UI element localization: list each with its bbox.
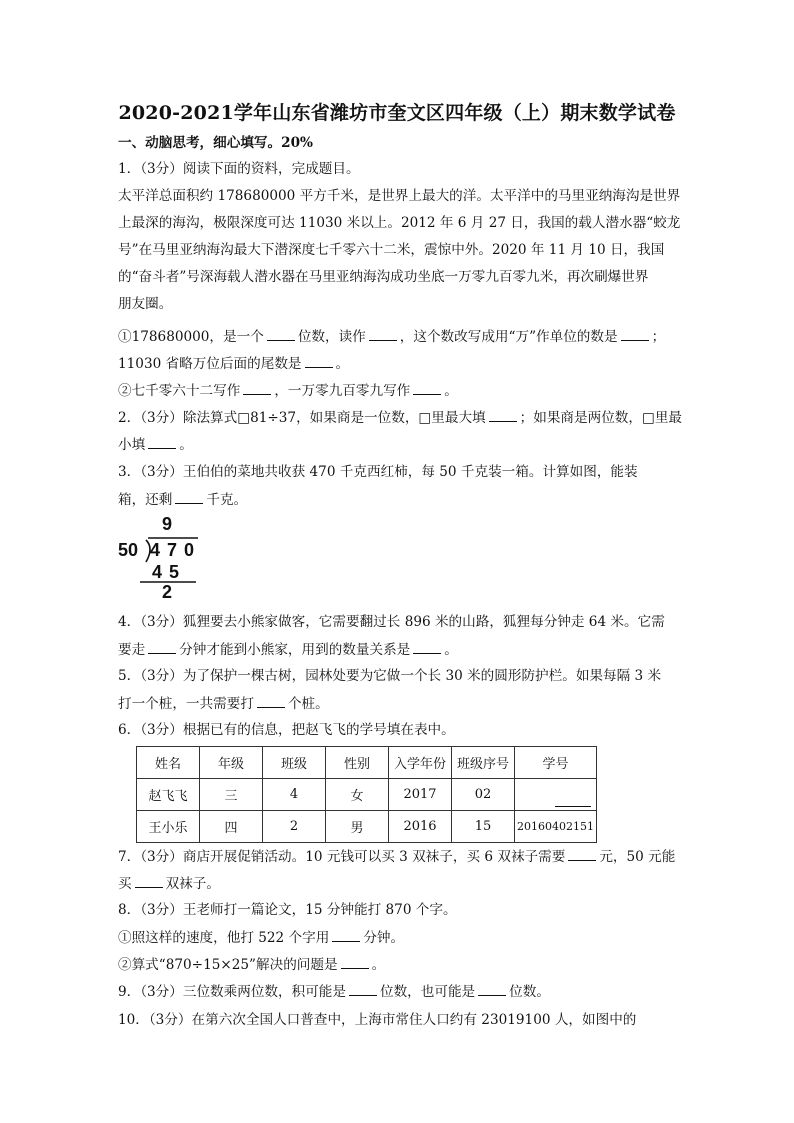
q1-sub1-text-f: 。 xyxy=(335,356,350,372)
q7-text-b: 元，50 元能 xyxy=(599,849,676,865)
table-header-row xyxy=(137,747,597,779)
q1-para-line-5: 朋友圈。 xyxy=(118,296,173,312)
q3-text-c: 千克。 xyxy=(206,492,248,508)
question-7-cont xyxy=(118,873,220,894)
q1-sub1-text-b: 位数，读作 xyxy=(297,329,366,345)
q8-sub1-text-a: ①照这样的速度，他打 522 个字用 xyxy=(118,930,330,946)
answer-blank[interactable] xyxy=(478,981,506,996)
table-header-cell: 姓名 xyxy=(137,747,200,779)
q8-sub2-text-a: ②算式“870÷15×25”解决的问题是 xyxy=(118,957,338,973)
answer-blank[interactable] xyxy=(349,981,377,996)
table-cell: 女 xyxy=(326,779,389,811)
q1-sub1-text-e: 11030 省略万位后面的尾数是 xyxy=(118,356,302,372)
q1-para-line-4: 的“奋斗者”号深海载人潜水器在马里亚纳海沟成功坐底一万零九百零九米，再次刷爆世界 xyxy=(118,269,649,285)
table-header-cell: 年级 xyxy=(200,747,263,779)
table-header-cell: 学号 xyxy=(515,747,597,779)
q1-para-line-1: 太平洋总面积约 178680000 平方千米，是世界上最大的洋。太平洋中的马里亚纳海沟是世界 xyxy=(118,188,681,204)
question-5-cont xyxy=(118,693,329,714)
answer-blank[interactable] xyxy=(148,639,176,654)
division-divisor: 50 xyxy=(118,540,139,560)
q2-text-b: ；如果商是两位数，□里最 xyxy=(519,410,683,426)
table-cell: 王小乐 xyxy=(137,811,200,843)
q7-text-c: 买 xyxy=(118,876,132,892)
long-division-figure xyxy=(118,514,218,604)
answer-blank[interactable] xyxy=(413,639,441,654)
answer-blank[interactable] xyxy=(257,693,285,708)
answer-blank[interactable] xyxy=(135,873,163,888)
answer-blank[interactable] xyxy=(332,927,360,942)
answer-blank[interactable] xyxy=(341,954,369,969)
q4-text-d: 。 xyxy=(444,642,458,658)
answer-blank[interactable] xyxy=(148,434,176,449)
q1-sub1 xyxy=(118,326,665,347)
table-cell: 赵飞飞 xyxy=(137,779,200,811)
q2-text-c: 小填 xyxy=(118,437,146,453)
q4-text-c: 分钟才能到小熊家，用到的数量关系是 xyxy=(179,642,411,658)
q1-sub2-text-a: ②七千零六十二写作 xyxy=(118,383,241,399)
q3-text-b: 箱，还剩 xyxy=(118,492,173,508)
division-product: 4 5 xyxy=(152,562,181,582)
student-info-table xyxy=(136,746,597,843)
question-2 xyxy=(118,407,682,428)
q2-text-a: 2．（3分）除法算式□81÷37，如果商是一位数，□里最大填 xyxy=(118,410,486,426)
question-10: 10．（3分）在第六次全国人口普查中，上海市常住人口约有 23019100 人，如图中的 xyxy=(118,1012,637,1028)
question-7 xyxy=(118,846,675,867)
q9-text-c: 位数。 xyxy=(509,984,550,1000)
answer-blank[interactable] xyxy=(267,326,295,341)
q1-para-line-2: 上最深的海沟，极限深度可达 11030 米以上。2012 年 6 月 27 日，我国的载人潜水器“蛟龙 xyxy=(118,215,681,231)
table-cell: 15 xyxy=(452,811,515,843)
table-cell: 02 xyxy=(452,779,515,811)
table-row xyxy=(137,811,597,843)
page-title: 2020-2021学年山东省潍坊市奎文区四年级（上）期末数学试卷 xyxy=(118,102,676,124)
q1-para-line-3: 号”在马里亚纳海沟最大下潜深度七千零六十二米，震惊中外。2020 年 11 月 10 日，我国 xyxy=(118,242,665,258)
question-9 xyxy=(118,981,550,1002)
table-cell: 三 xyxy=(200,779,263,811)
question-6: 6．（3分）根据已有的信息，把赵飞飞的学号填在表中。 xyxy=(118,722,455,738)
answer-blank[interactable] xyxy=(413,380,441,395)
table-cell: 2 xyxy=(263,811,326,843)
q7-text-a: 7．（3分）商店开展促销活动。10 元钱可以买 3 双袜子，买 6 双袜子需要 xyxy=(118,849,566,865)
q8-sub1-text-b: 分钟。 xyxy=(363,930,405,946)
answer-blank[interactable] xyxy=(555,792,591,807)
table-row xyxy=(137,779,597,811)
q9-text-a: 9．（3分）三位数乘两位数，积可能是 xyxy=(118,984,346,1000)
q9-text-b: 位数，也可能是 xyxy=(380,984,476,1000)
division-remainder: 2 xyxy=(162,582,173,602)
answer-blank[interactable] xyxy=(489,407,517,422)
q5-text-c: 个桩。 xyxy=(287,696,329,712)
question-3: 3．（3分）王伯伯的菜地共收获 470 千克西红柿，每 50 千克装一箱。计算如图，能装 xyxy=(118,464,638,480)
q8-sub2-text-b: 。 xyxy=(371,957,386,973)
question-2-cont xyxy=(118,434,193,455)
question-1-stem: 1．（3分）阅读下面的资料，完成题目。 xyxy=(118,161,360,177)
table-header-cell: 班级序号 xyxy=(452,747,515,779)
table-header-cell: 班级 xyxy=(263,747,326,779)
q1-sub2-text-b: ，一万零九百零九写作 xyxy=(274,383,411,399)
answer-blank[interactable] xyxy=(243,380,271,395)
division-quotient: 9 xyxy=(162,514,173,534)
answer-blank[interactable] xyxy=(305,353,333,368)
question-8-sub2 xyxy=(118,954,385,975)
question-8: 8．（3分）王老师打一篇论文，15 分钟能打 870 个字。 xyxy=(118,902,457,918)
q4-text-b: 要走 xyxy=(118,642,146,658)
table-cell: 2016 xyxy=(389,811,452,843)
answer-blank[interactable] xyxy=(175,489,203,504)
table-cell: 20160402151 xyxy=(515,811,597,843)
table-cell: 男 xyxy=(326,811,389,843)
q1-sub2 xyxy=(118,380,458,401)
division-dividend: 4 7 0 xyxy=(150,540,196,560)
table-cell: 2017 xyxy=(389,779,452,811)
table-cell: 4 xyxy=(263,779,326,811)
question-5: 5．（3分）为了保护一棵古树，园林处要为它做一个长 30 米的圆形防护栏。如果每隔 3 米 xyxy=(118,668,662,684)
table-cell: 四 xyxy=(200,811,263,843)
q7-text-d: 双袜子。 xyxy=(165,876,220,892)
q1-sub1-cont xyxy=(118,353,349,374)
q2-text-d: 。 xyxy=(179,437,193,453)
answer-blank[interactable] xyxy=(568,846,596,861)
q1-sub1-text-c: ，这个数改写成用“万”作单位的数是 xyxy=(399,329,618,345)
answer-blank[interactable] xyxy=(369,326,397,341)
question-8-sub1 xyxy=(118,927,404,948)
q1-sub2-text-c: 。 xyxy=(444,383,458,399)
q1-sub1-text-a: ①178680000，是一个 xyxy=(118,329,264,345)
question-4: 4．（3分）狐狸要去小熊家做客，它需要翻过长 896 米的山路，狐狸每分钟走 64 米。它需 xyxy=(118,614,665,630)
q1-sub1-text-d: ； xyxy=(651,329,666,345)
answer-blank[interactable] xyxy=(621,326,649,341)
question-3-cont xyxy=(118,489,247,510)
q5-text-b: 打一个桩，一共需要打 xyxy=(118,696,254,712)
table-cell-answer[interactable] xyxy=(515,779,597,811)
table-header-cell: 性别 xyxy=(326,747,389,779)
question-4-cont xyxy=(118,639,458,660)
section-heading: 一、动脑思考，细心填写。20% xyxy=(118,135,313,151)
table-header-cell: 入学年份 xyxy=(389,747,452,779)
